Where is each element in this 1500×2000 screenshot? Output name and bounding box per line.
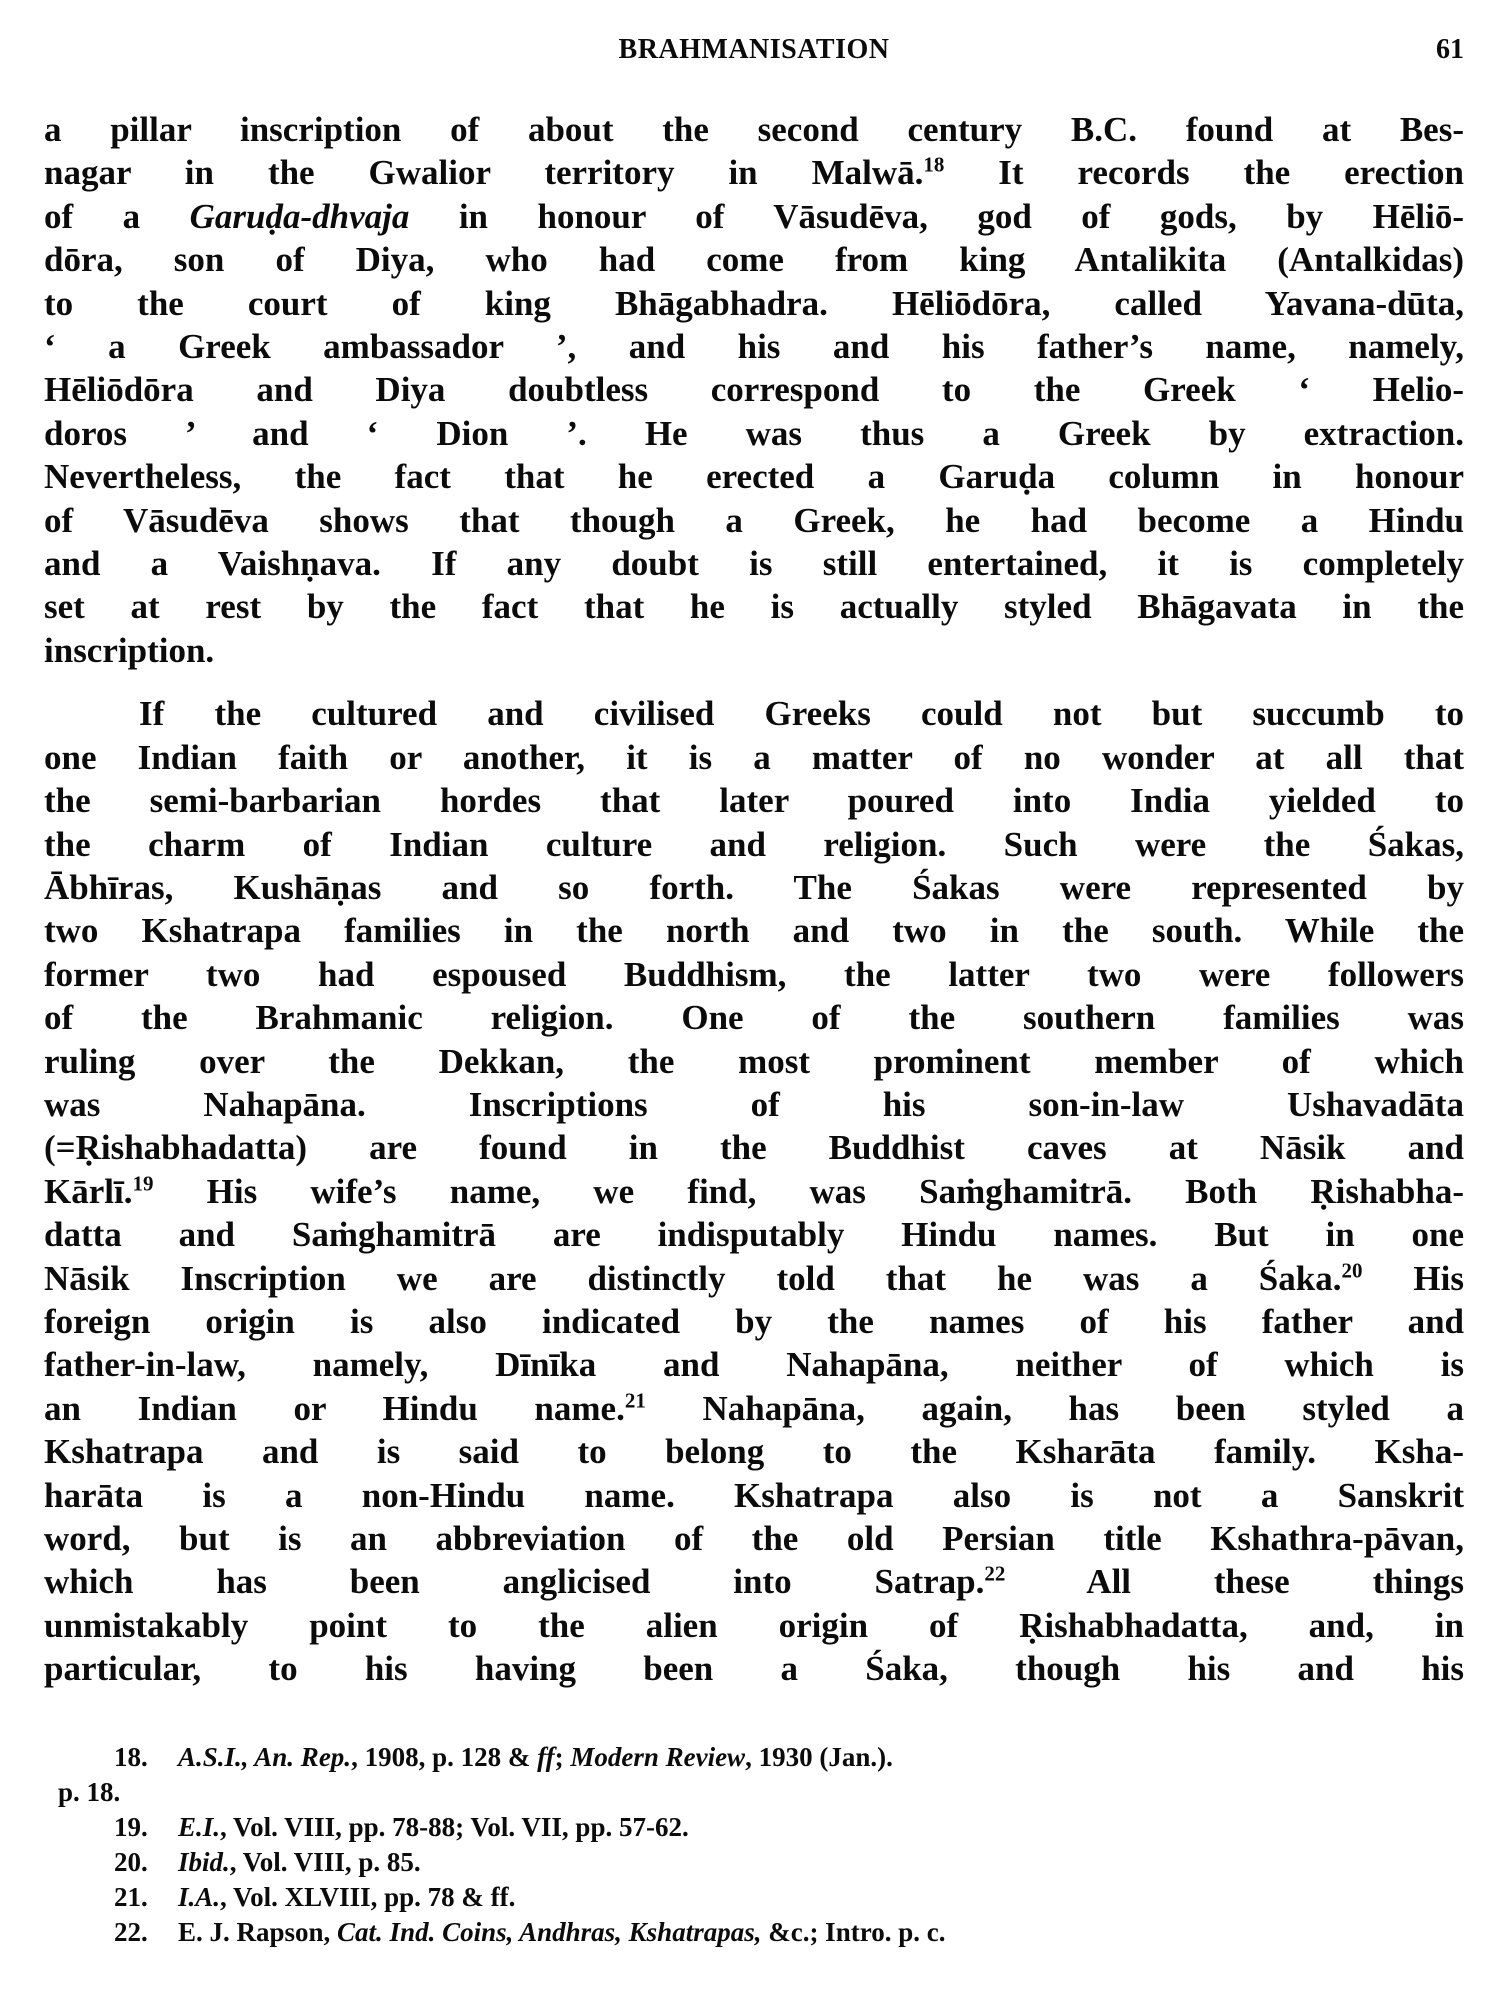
text-line: former two had espoused Buddhism, the latter two were followers <box>44 954 1464 994</box>
text-line: ‘ a Greek ambassador ’, and his and his father’s name, namely, <box>44 327 1464 367</box>
text-line: particular, to his having been a Śaka, though his and his <box>44 1649 1464 1689</box>
text-line: word, but is an abbreviation of the old Persian title Kshathra-pāvan, <box>44 1519 1464 1558</box>
page-number: 61 <box>1436 34 1464 65</box>
footnote-ref-20[interactable]: 20 <box>1341 1257 1363 1282</box>
footnotes <box>44 1740 1464 1950</box>
text-line: ruling over the Dekkan, the most prominent member of which <box>44 1041 1464 1081</box>
text-line: doros ’ and ‘ Dion ’. He was thus a Greek by extraction. <box>44 413 1464 453</box>
text-line: Kshatrapa and is said to belong to the Ksharāta family. Ksha- <box>44 1432 1464 1472</box>
paragraph-2 <box>44 692 1464 1690</box>
footnote-ref-19[interactable]: 19 <box>132 1171 154 1196</box>
footnote-ref-22[interactable]: 22 <box>984 1561 1006 1586</box>
text-line: If the cultured and civilised Greeks could not but succumb to <box>139 694 1464 734</box>
text-line: set at rest by the fact that he is actually styled Bhāgavata in the <box>44 587 1464 627</box>
text-line: father-in-law, namely, Dīnīka and Nahapāna, neither of which is <box>44 1345 1464 1385</box>
text-line: of the Brahmanic religion. One of the southern families was <box>44 998 1464 1038</box>
footnote-18: 18. A.S.I., An. Rep., 1908, p. 128 & ff; Modern Review, 1930 (Jan.). <box>44 1740 1464 1775</box>
text-line: Nāsik Inscription we are distinctly told that he was a Śaka.$^{20}$ His <box>44 1257 1464 1298</box>
text-line: two Kshatrapa families in the north and two in the south. While the <box>44 911 1464 951</box>
footnote-number: 19. <box>114 1812 148 1842</box>
paragraph-1 <box>44 108 1464 672</box>
text-line: harāta is a non-Hindu name. Kshatrapa also is not a Sanskrit <box>44 1475 1464 1515</box>
footnote-number: 18. <box>114 1742 148 1772</box>
footnote-19: 19. E.I., Vol. VIII, pp. 78-88; Vol. VII, pp. 57-62. <box>44 1810 1464 1845</box>
text-line: Nevertheless, the fact that he erected a Garuḍa column in honour <box>44 457 1464 497</box>
footnote-20: 20. Ibid., Vol. VIII, p. 85. <box>44 1845 1464 1880</box>
text-line: foreign origin is also indicated by the names of his father and <box>44 1301 1464 1341</box>
footnote-22: 22. E. J. Rapson, Cat. Ind. Coins, Andhras, Kshatrapas, &c.; Intro. p. c. <box>44 1915 1464 1950</box>
running-title: BRAHMANISATION <box>618 34 890 65</box>
text-line: and a Vaishṇava. If any doubt is still entertained, it is completely <box>44 544 1464 584</box>
running-head <box>44 34 1464 74</box>
text-line: Hēliōdōra and Diya doubtless correspond to the Greek ‘ Helio- <box>44 370 1464 410</box>
footnote-ref-21[interactable]: 21 <box>624 1388 646 1413</box>
text-line: of Vāsudēva shows that though a Greek, he had become a Hindu <box>44 500 1464 540</box>
text-line: datta and Saṁghamitrā are indisputably Hindu names. But in one <box>44 1215 1464 1255</box>
text-line: a pillar inscription of about the second century B.C. found at Bes- <box>44 110 1464 149</box>
text-line: inscription. <box>44 630 215 670</box>
text-line: (=Ṛishabhadatta) are found in the Buddhist caves at Nāsik and <box>44 1128 1464 1168</box>
text-line: was Nahapāna. Inscriptions of his son-in-law Ushavadāta <box>44 1084 1464 1124</box>
text-line: nagar in the Gwalior territory in Malwā.$^{18}$ It records the erection <box>44 152 1464 193</box>
footnote-number: 21. <box>114 1882 148 1912</box>
footnote-number: 22. <box>114 1917 148 1947</box>
footnote-number: 20. <box>114 1847 148 1877</box>
text-line: the semi-barbarian hordes that later poured into India yielded to <box>44 781 1464 821</box>
text-line: of a Garuḍa-dhvaja in honour of Vāsudēva, god of gods, by Hēliō- <box>44 196 1464 236</box>
footnote-21: 21. I.A., Vol. XLVIII, pp. 78 & ff. <box>44 1880 1464 1915</box>
text-line: which has been anglicised into Satrap.$^{22}$ All these things <box>44 1561 1464 1602</box>
text-line: Kārlī.$^{19}$ His wife’s name, we find, was Saṁghamitrā. Both Ṛishabha- <box>44 1171 1464 1211</box>
text-line: Ābhīras, Kushāṇas and so forth. The Śakas were represented by <box>44 867 1464 907</box>
text-line: an Indian or Hindu name.$^{21}$ Nahapāna, again, has been styled a <box>44 1388 1465 1428</box>
footnote-ref-18[interactable]: 18 <box>923 152 945 177</box>
text-line: unmistakably point to the alien origin of Ṛishabhadatta, and, in <box>44 1605 1464 1645</box>
text-line: dōra, son of Diya, who had come from king Antalikita (Antalkidas) <box>44 240 1464 280</box>
text-line: to the court of king Bhāgabhadra. Hēliōdōra, called Yavana-dūta, <box>44 283 1464 323</box>
footnote-18-continuation: p. 18. <box>58 1777 121 1807</box>
text-line: the charm of Indian culture and religion. Such were the Śakas, <box>44 824 1464 864</box>
text-line: one Indian faith or another, it is a matter of no wonder at all that <box>44 737 1464 777</box>
body-text <box>44 108 1464 1691</box>
